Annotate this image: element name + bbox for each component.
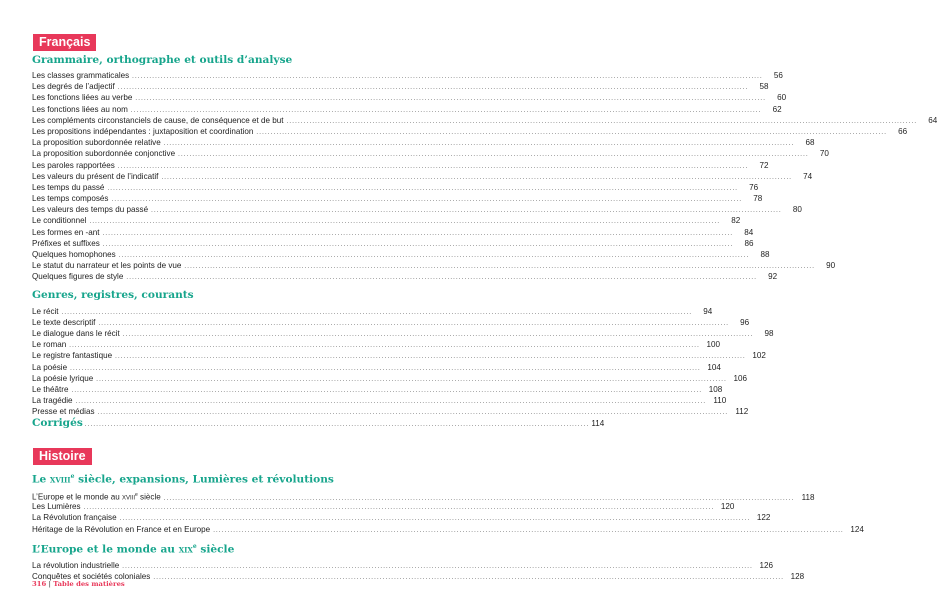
toc-entry[interactable] [32,501,735,512]
entry-label: Les Lumières [32,502,81,512]
entry-label: Le roman [32,340,67,350]
entry-page-number: 120 [720,502,735,512]
entry-label: Conquêtes et sociétés coloniales [32,572,151,582]
dot-leader: ............................................................................................................................................................................................................................ [286,118,918,125]
group-title-grammaire: Grammaire, orthographe et outils d’analyse [32,54,293,66]
entry-page-number: 82 [731,216,741,226]
dot-leader: ............................................................................................................................................................................................................................ [256,129,888,136]
entry-page-number: 78 [753,194,763,204]
dot-leader: ............................................................................................................................................................................................................................ [83,505,715,512]
entry-page-number: 66 [898,126,908,136]
dot-leader: ............................................................................................................................................................................................................................ [126,275,758,282]
group-title-pre: Le [32,473,50,486]
dot-leader: ............................................................................................................................................................................................................................ [163,141,795,148]
entry-page-number: 96 [740,317,750,327]
dot-leader: ............................................................................................................................................................................................................................ [115,354,746,361]
entry-page-number: 118 [801,492,815,502]
entry-label: Le dialogue dans le récit [32,328,120,338]
dot-leader: ............................................................................................................................................................................................................................ [117,163,749,170]
dot-leader: ............................................................................................................................................................................................................................ [107,185,739,192]
entry-label: Préfixes et suffixes [32,238,100,248]
entry-label: Les degrés de l’adjectif [32,82,115,92]
section-francais [32,33,364,53]
entry-label: Presse et médias [32,407,95,417]
dot-leader: ............................................................................................................................................................................................................................ [161,174,793,181]
toc-entry[interactable] [32,115,937,126]
toc-entry[interactable] [32,260,836,271]
dot-leader: ............................................................................................................................................................................................................................ [97,410,729,417]
page-number: 316 [32,580,47,588]
entry-label-part: L’Europe et le monde au [32,492,122,502]
dot-leader: ............................................................................................................................................................................................................................ [119,516,751,523]
entry-label: La poésie lyrique [32,373,94,383]
dot-leader: ............................................................................................................................................................................................................................ [117,85,749,92]
toc-entry[interactable] [32,395,727,406]
group-title-post: siècle [196,543,235,556]
entry-page-number: 70 [819,149,829,159]
dot-leader: ............................................................................................................................................................................................................................ [118,253,750,259]
group-title-xviiie [32,470,364,487]
entry-label: La proposition subordonnée relative [32,138,161,148]
entry-label: La révolution industrielle [32,561,120,571]
entry-page-number: 98 [764,328,774,338]
entry-page-number: 94 [703,306,713,316]
dot-leader: ............................................................................................................................................................................................................................ [111,197,743,204]
dot-leader: ............................................................................................................................................................................................................................ [151,208,782,215]
entry-list-xviiie [32,490,864,535]
dot-leader: ............................................................................................................................................................................................................................ [132,74,763,80]
dot-leader: ............................................................................................................................................................................................................................ [89,219,721,226]
entry-page-number: 74 [803,171,813,181]
dot-leader: ............................................................................................................................................................................................................................ [122,331,754,338]
entry-label: Les valeurs du présent de l’indicatif [32,171,159,181]
entry-page-number: 102 [752,351,766,361]
dot-leader: ............................................................................................................................................................................................................................ [163,495,795,502]
toc-entry[interactable] [32,92,787,103]
toc-entry[interactable] [32,227,754,238]
entry-page-number: 80 [792,205,802,215]
entry-label: Les compléments circonstanciels de cause, de conséquence et de but [32,115,284,125]
section-tag-histoire: Histoire [33,448,92,465]
entry-page-number: 86 [744,238,754,248]
entry-label: Le théâtre [32,384,69,394]
toc-entry[interactable] [32,271,778,282]
group-title-genres: Genres, registres, courants [32,288,194,301]
toc-entry[interactable] [32,171,813,182]
dot-leader: ................................................................................................................................................................................ [84,422,590,429]
toc-entry[interactable] [32,524,864,535]
entry-label: Les fonctions liées au verbe [32,93,133,103]
entry-label: Héritage de la Révolution en France et en Europe [32,524,211,534]
entry-label: Le registre fantastique [32,351,113,361]
century-sup: e [70,473,75,481]
entry-page-number: 128 [790,572,805,582]
dot-leader: ............................................................................................................................................................................................................................ [61,309,693,316]
toc-entry[interactable] [32,373,747,384]
toc-entry[interactable] [32,328,774,339]
entry-label: Le conditionnel [32,216,87,226]
entry-page-number: 90 [826,261,836,271]
toc-entry[interactable] [32,126,908,137]
century-numeral: xix [178,543,193,556]
dot-leader: ............................................................................................................................................................................................................................ [75,399,707,406]
footer-separator: | [48,580,51,588]
dot-leader: ............................................................................................................................................................................................................................ [130,107,762,114]
corriges-label: Corrigés [32,417,83,430]
entry-page-number: 88 [760,250,770,259]
dot-leader: ............................................................................................................................................................................................................................ [135,96,767,103]
entry-label: Le texte descriptif [32,317,96,327]
dot-leader: ............................................................................................................................................................................................................................ [96,376,727,383]
entry-page-number: 68 [805,138,815,148]
toc-entry[interactable] [32,137,815,148]
entry-label: Le récit [32,306,59,316]
entry-page-number: 64 [928,115,937,125]
entry-label: Les fonctions liées au nom [32,104,128,114]
corriges-page: 114 [591,419,605,429]
entry-label-part: xviii [122,492,136,502]
entry-label: La Révolution française [32,513,117,523]
entry-page-number: 112 [735,407,749,417]
toc-entry[interactable] [32,204,802,215]
dot-leader: ............................................................................................................................................................................................................................ [98,320,730,327]
entry-page-number: 92 [768,272,778,282]
toc-entry-corriges[interactable] [32,417,605,431]
entry-label: Le statut du narrateur et les points de vue [32,261,182,271]
group-title-xixe [32,540,364,557]
toc-entry[interactable] [32,160,769,171]
entry-page-number: 126 [759,561,774,571]
dot-leader: ............................................................................................................................................................................................................................ [184,264,816,271]
entry-page-number: 122 [756,513,771,523]
toc-entry[interactable] [32,339,720,350]
entry-page-number: 76 [749,182,759,192]
toc-entry[interactable] [32,362,721,373]
entry-page-number: 108 [708,384,723,394]
group-title-post: siècle, expansions, Lumières et révolutions [74,473,334,486]
toc-entry[interactable] [32,350,766,361]
century-sup: e [192,542,197,550]
toc-entry[interactable] [32,406,749,417]
entry-label: Quelques homophones [32,250,116,259]
entry-page-number: 58 [759,82,769,92]
toc-entry[interactable] [32,512,771,523]
entry-label: La poésie [32,362,68,372]
entry-page-number: 100 [706,340,720,350]
entry-label: Les formes en -ant [32,227,100,237]
toc-entry[interactable] [32,238,754,249]
toc-entry[interactable] [32,193,763,204]
entry-label: Les valeurs des temps du passé [32,205,149,215]
entry-label: Les classes grammaticales [32,71,130,80]
dot-leader: ............................................................................................................................................................................................................................ [69,343,700,350]
toc-entry[interactable] [32,70,783,81]
dot-leader: ............................................................................................................................................................................................................................ [71,387,703,394]
dot-leader: ............................................................................................................................................................................................................................ [102,230,734,237]
entry-label: Les paroles rapportées [32,160,115,170]
toc-entry[interactable] [32,182,759,193]
entry-label: Les propositions indépendantes : juxtaposition et coordination [32,126,254,136]
entry-page-number: 106 [733,373,747,383]
page-footer [32,580,125,588]
entry-list-grammaire [32,70,937,283]
entry-label: La proposition subordonnée conjonctive [32,149,176,159]
entry-label: Les temps composés [32,194,109,204]
entry-page-number: 124 [850,524,864,534]
entry-page-number: 56 [773,71,783,80]
entry-label: Les temps du passé [32,182,105,192]
dot-leader: ............................................................................................................................................................................................................................ [213,527,844,534]
entry-label-part: siècle [137,492,161,502]
toc-entry[interactable] [32,148,829,159]
century-numeral: xviii [49,473,71,486]
section-tag-francais: Français [33,34,96,51]
toc-entry[interactable] [32,104,782,115]
toc-entry[interactable] [32,215,741,226]
entry-label: Quelques figures de style [32,272,124,282]
dot-leader: ............................................................................................................................................................................................................................ [153,575,785,582]
toc-entry[interactable] [32,306,713,317]
entry-page-number: 84 [744,227,754,237]
dot-leader: ............................................................................................................................................................................................................................ [178,152,809,159]
section-histoire [32,447,364,467]
entry-label: La tragédie [32,396,73,406]
toc-entry[interactable] [32,384,723,395]
entry-page-number: 110 [713,396,727,406]
entry-page-number: 62 [772,104,782,114]
footer-title: Table des matières [53,580,125,588]
table-of-contents [32,33,937,583]
toc-entry[interactable] [32,317,750,328]
toc-entry[interactable] [32,560,774,571]
dot-leader: ............................................................................................................................................................................................................................ [102,241,734,248]
entry-page-number: 60 [777,93,787,103]
entry-page-number: 104 [707,362,721,372]
toc-entry[interactable] [32,249,770,260]
group-title-pre: L’Europe et le monde au [32,543,179,556]
entry-list-genres [32,306,774,418]
toc-entry[interactable] [32,490,815,502]
dot-leader: ............................................................................................................................................................................................................................ [70,365,701,372]
entry-page-number: 72 [759,160,769,170]
entry-label-part: e [135,491,138,498]
dot-leader: ............................................................................................................................................................................................................................ [122,564,754,571]
toc-entry[interactable] [32,81,769,92]
